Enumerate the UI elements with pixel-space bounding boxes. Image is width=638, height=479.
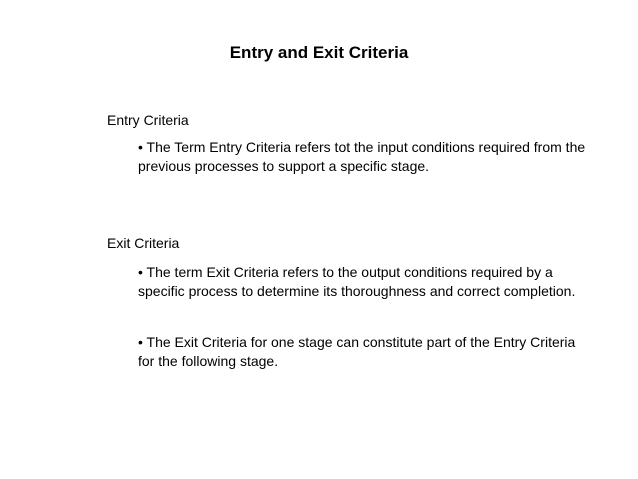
bullet-text: The Term Entry Criteria refers tot the input conditions required from the previous processes to support a specific stage. [138, 139, 586, 174]
entry-criteria-heading: Entry Criteria [107, 112, 189, 128]
slide-title: Entry and Exit Criteria [229, 43, 409, 62]
bullet-text: The term Exit Criteria refers to the output conditions required by a specific process to determine its thoroughness and correct completion. [138, 264, 576, 299]
entry-criteria-bullet [138, 138, 588, 176]
exit-criteria-bullet [138, 263, 588, 301]
bullet-icon: • [138, 334, 143, 350]
exit-criteria-bullet [138, 333, 588, 371]
bullet-icon: • [138, 139, 143, 155]
bullet-icon: • [138, 264, 143, 280]
bullet-text: The Exit Criteria for one stage can constitute part of the Entry Criteria for the following stage. [138, 334, 576, 369]
exit-criteria-heading: Exit Criteria [107, 235, 180, 251]
